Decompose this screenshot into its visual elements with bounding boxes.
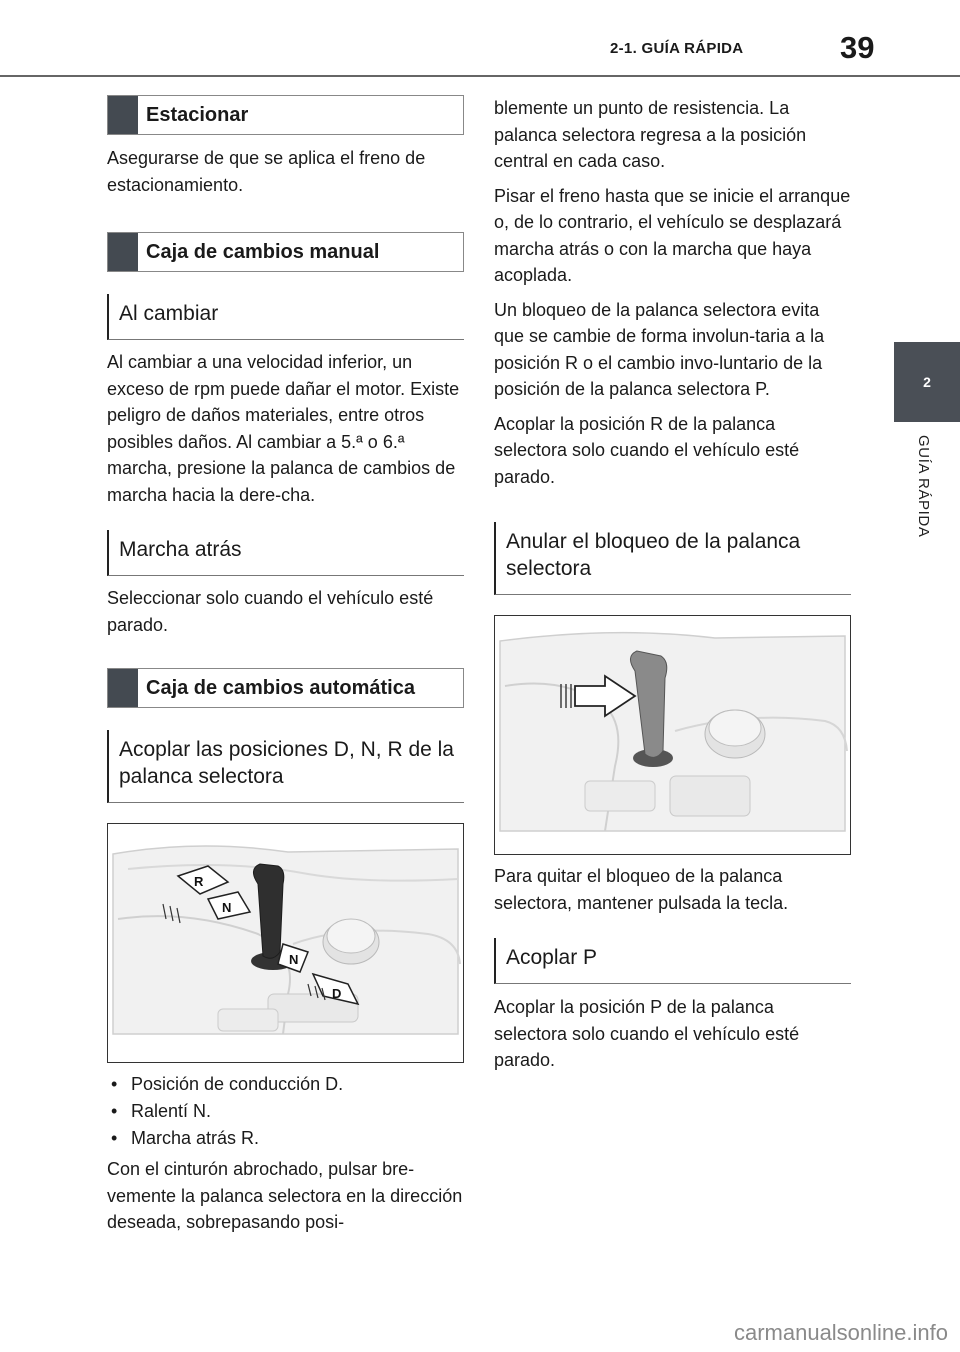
subheading-marcha-atras: Marcha atrás bbox=[107, 530, 464, 576]
paragraph-marcha-atras: Seleccionar solo cuando el vehículo esté parado. bbox=[107, 588, 434, 635]
heading-text: Estacionar bbox=[146, 103, 249, 126]
heading-text: Caja de cambios manual bbox=[146, 240, 380, 263]
right-column bbox=[494, 95, 851, 1074]
unlock-button-illustration bbox=[495, 616, 848, 854]
subheading-acoplar-dnr: Acoplar las posiciones D, N, R de la palanca selectora bbox=[107, 730, 464, 803]
label-n-upper: N bbox=[222, 900, 232, 915]
heading-bar bbox=[108, 233, 138, 271]
figure-unlock-button bbox=[494, 615, 851, 855]
label-d: D bbox=[332, 986, 342, 1001]
paragraph-cinturon: Con el cinturón abrochado, pulsar bre-vemente la palanca selectora en la dirección deseada, sobrepasando posi- bbox=[107, 1159, 463, 1232]
subheading-anular-bloqueo: Anular el bloqueo de la palanca selectora bbox=[494, 522, 851, 595]
left-column bbox=[107, 95, 464, 1236]
subheading-al-cambiar: Al cambiar bbox=[107, 294, 464, 340]
paragraph-pisar-freno: Pisar el freno hasta que se inicie el arranque o, de lo contrario, el vehículo se desplazará marcha atrás o con la marcha que haya acoplada. bbox=[494, 185, 851, 285]
heading-estacionar bbox=[107, 95, 464, 135]
paragraph-estacionar: Asegurarse de que se aplica el freno de estacionamiento. bbox=[107, 148, 426, 195]
gear-selector-illustration bbox=[108, 824, 463, 1062]
paragraph-acoplar-r: Acoplar la posición R de la palanca selectora solo cuando el vehículo esté parado. bbox=[494, 413, 800, 487]
watermark: carmanualsonline.info bbox=[733, 1320, 948, 1345]
page-number: 39 bbox=[840, 30, 875, 65]
heading-bar bbox=[108, 669, 138, 707]
gear-position-list bbox=[107, 1071, 464, 1152]
list-item: • Marcha atrás R. bbox=[107, 1125, 464, 1152]
paragraph-continuation: blemente un punto de resistencia. La palanca selectora regresa a la posición central en cada caso. bbox=[494, 98, 807, 171]
subheading-acoplar-p: Acoplar P bbox=[494, 938, 851, 984]
label-n-lower: N bbox=[289, 952, 299, 967]
heading-automatica bbox=[107, 668, 464, 708]
paragraph-al-cambiar: Al cambiar a una velocidad inferior, un exceso de rpm puede dañar el motor. Existe peligro de daños materiales, entre otros posibles daños. Al cambiar a 5.ª o 6.ª marcha, presione la palanca de cambios de marcha hacia la dere-cha. bbox=[107, 352, 460, 505]
chapter-label bbox=[893, 435, 959, 575]
heading-text: Caja de cambios automática bbox=[146, 676, 415, 699]
section-title: 2-1. GUÍA RÁPIDA bbox=[610, 40, 744, 57]
paragraph-quitar-bloqueo: Para quitar el bloqueo de la palanca selectora, mantener pulsada la tecla. bbox=[494, 866, 789, 913]
label-r: R bbox=[194, 874, 204, 889]
paragraph-bloqueo: Un bloqueo de la palanca selectora evita que se cambie de forma involun-taria a la posición R o el cambio invo-luntario de la posición de la palanca selectora P. bbox=[494, 299, 825, 399]
heading-bar bbox=[108, 96, 138, 134]
chapter-tab[interactable] bbox=[894, 342, 960, 422]
list-item: • Posición de conducción D. bbox=[107, 1071, 464, 1098]
chapter-label-text: GUÍA RÁPIDA bbox=[915, 435, 932, 538]
chapter-number: 2 bbox=[923, 374, 931, 390]
paragraph-acoplar-p: Acoplar la posición P de la palanca selectora solo cuando el vehículo esté parado. bbox=[494, 997, 800, 1070]
figure-gear-selector bbox=[107, 823, 464, 1063]
list-item: • Ralentí N. bbox=[107, 1098, 464, 1125]
header-divider bbox=[0, 75, 960, 77]
heading-manual bbox=[107, 232, 464, 272]
